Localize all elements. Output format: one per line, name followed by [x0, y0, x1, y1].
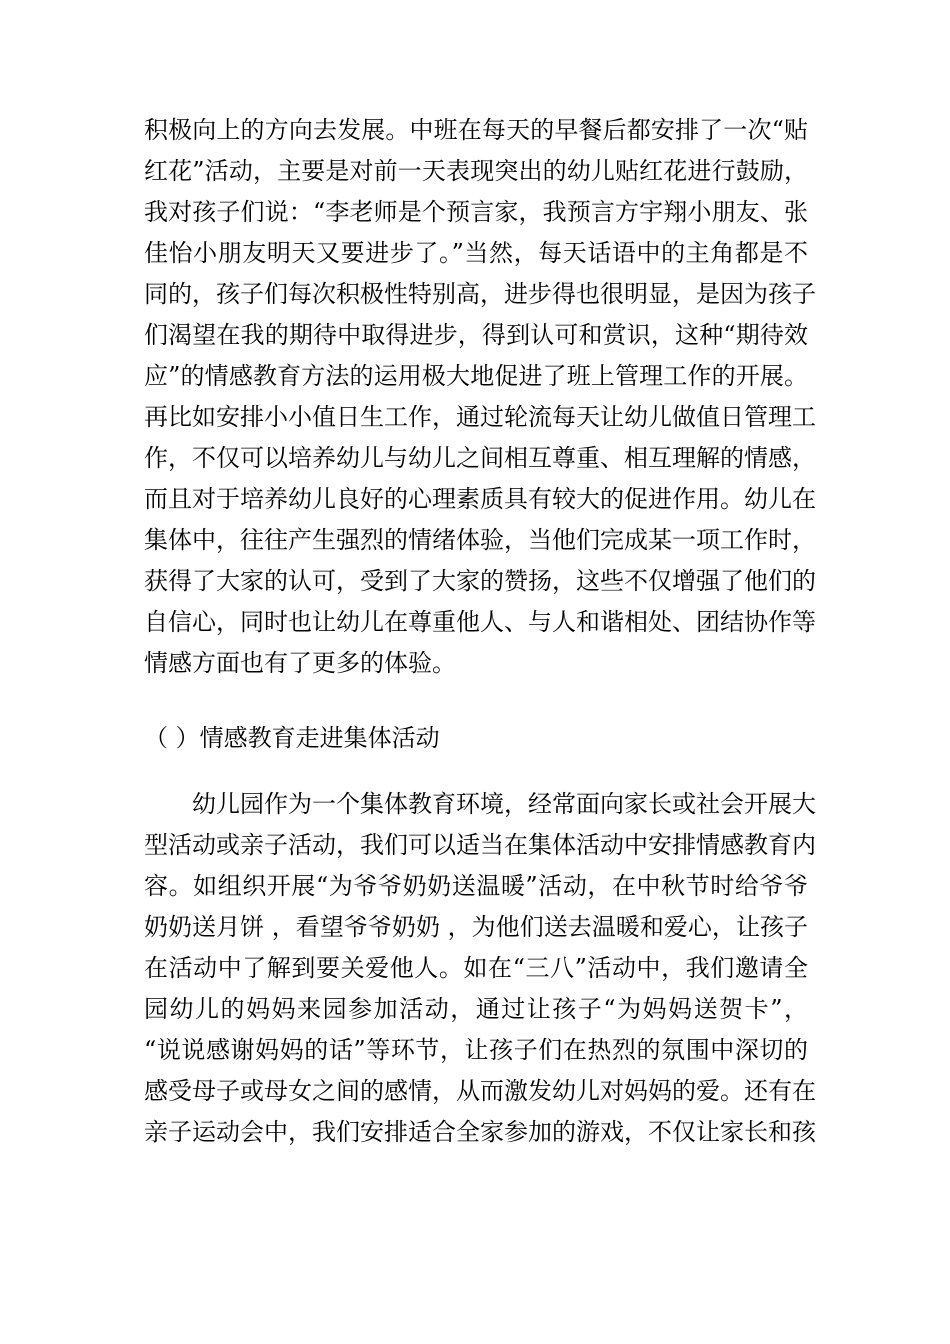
paragraph-line: 情感方面也有了更多的体验。 [144, 649, 456, 677]
paragraph-line: 幼儿园作为一个集体教育环境，经常面向家长或社会开展大 [144, 790, 816, 818]
paragraph-line: 在活动中了解到要关爱他人。如在“三八”活动中，我们邀请全 [144, 954, 808, 982]
paragraph-line: “说说感谢妈妈的话”等环节，让孩子们在热烈的氛围中深切的 [144, 1036, 808, 1064]
paragraph-line: 我对孩子们说：“李老师是个预言家，我预言方宇翔小朋友、张 [144, 198, 808, 226]
paragraph-line: 型活动或亲子活动，我们可以适当在集体活动中安排情感教育内 [144, 831, 816, 859]
paragraph-2 [144, 784, 816, 1153]
paragraph-line: 集体中，往往产生强烈的情绪体验，当他们完成某一项工作时， [144, 526, 816, 554]
paragraph-line: 们渴望在我的期待中取得进步，得到认可和赏识，这种“期待效 [144, 321, 808, 349]
paragraph-line: 再比如安排小小值日生工作，通过轮流每天让幼儿做值日管理工 [144, 403, 816, 431]
section-heading-text: （ ）情感教育走进集体活动 [144, 724, 440, 752]
paragraph-line: 自信心，同时也让幼儿在尊重他人、与人和谐相处、团结协作等 [144, 608, 816, 636]
paragraph-line: 作，不仅可以培养幼儿与幼儿之间相互尊重、相互理解的情感， [144, 444, 816, 472]
paragraph-1 [144, 110, 816, 684]
paragraph-line: 园幼儿的妈妈来园参加活动，通过让孩子“为妈妈送贺卡”， [144, 995, 808, 1023]
paragraph-line: 积极向上的方向去发展。中班在每天的早餐后都安排了一次“贴 [144, 116, 808, 144]
section-heading [144, 718, 808, 759]
paragraph-line: 应”的情感教育方法的运用极大地促进了班上管理工作的开展。 [144, 362, 808, 390]
paragraph-line: 感受母子或母女之间的感情，从而激发幼儿对妈妈的爱。还有在 [144, 1077, 816, 1105]
paragraph-line: 亲子运动会中，我们安排适合全家参加的游戏，不仅让家长和孩 [144, 1118, 816, 1146]
paragraph-line: 奶奶送月饼 ，看望爷爷奶奶 ，为他们送去温暖和爱心，让孩子 [144, 913, 808, 941]
paragraph-line: 而且对于培养幼儿良好的心理素质具有较大的促进作用。幼儿在 [144, 485, 816, 513]
paragraph-line: 获得了大家的认可，受到了大家的赞扬，这些不仅增强了他们的 [144, 567, 816, 595]
paragraph-line: 红花”活动，主要是对前一天表现突出的幼儿贴红花进行鼓励， [144, 157, 808, 185]
paragraph-line: 容。如组织开展“为爷爷奶奶送温暖”活动，在中秋节时给爷爷 [144, 872, 808, 900]
paragraph-line: 同的，孩子们每次积极性特别高，进步得也很明显，是因为孩子 [144, 280, 816, 308]
paragraph-line: 佳怡小朋友明天又要进步了。”当然，每天话语中的主角都是不 [144, 239, 808, 267]
